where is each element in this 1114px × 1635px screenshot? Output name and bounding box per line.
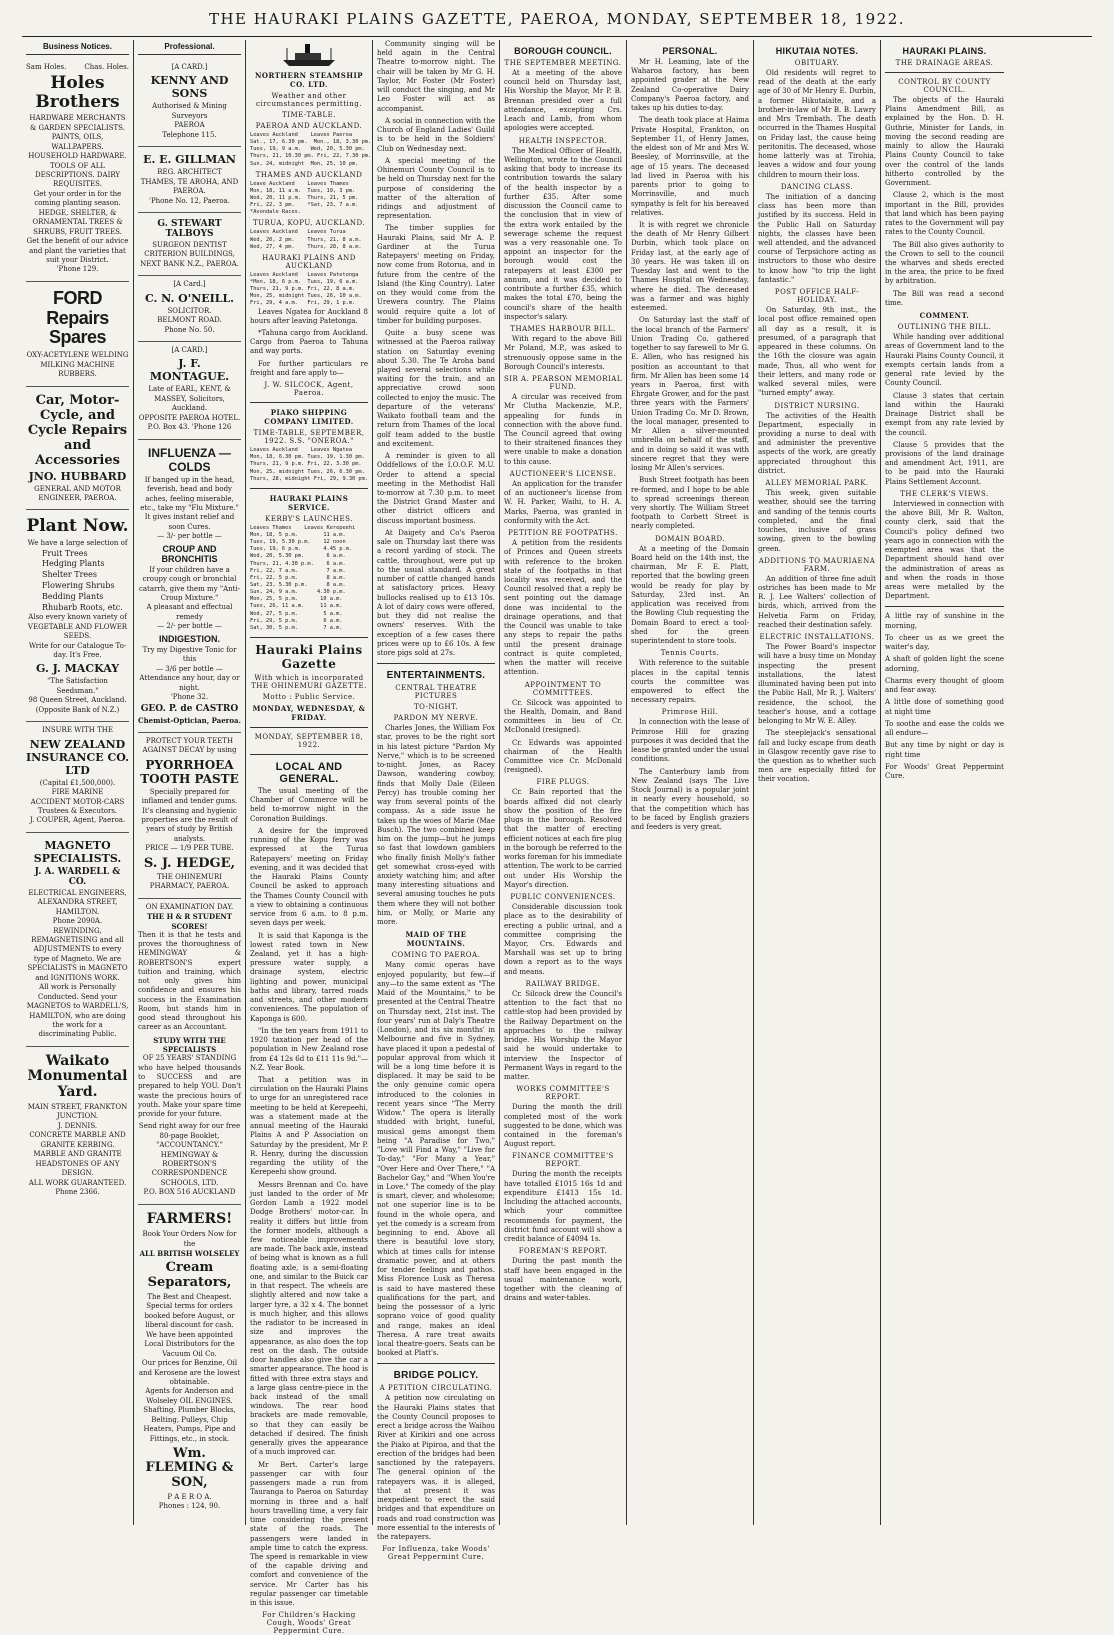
verse-line: To cheer us as we greet the waiter's day, <box>885 633 1004 652</box>
nz-line: ACCIDENT MOTOR-CARS <box>30 797 125 806</box>
masthead-rule <box>22 36 1092 37</box>
wardell-line: ELECTRICAL ENGINEERS, ALEXANDRA STREET, HAMILTON. <box>28 888 127 916</box>
magneto-ad <box>26 833 129 1047</box>
car-title: Car, Motor-Cycle, and Cycle Repairs and Accessories <box>27 392 128 468</box>
waikato-line: MAIN STREET, FRANKTON JUNCTION. <box>27 1103 128 1121</box>
local-para: That a petition was in circulation on the Hauraki Plains to urge for an unregistered race meeting to be held at Kerepeehi, was a statement made at the annual meeting of the Hauraki Plains A and P Association on Saturday by the president, Mr P. R. Henry, during the discussion regarding the utility of the Kerepeehi show ground. <box>250 1076 368 1177</box>
personal-para: At a meeting of the Domain Board held on the 14th inst, the chairman, Mr F. E. Platt, reported that the bowling green would be ready for play by Saturday, 23rd inst. An application was received from the Bowling Club requesting the Domain Board to erect a tool-shed for the green superintendent to store tools. <box>631 544 749 646</box>
footer-ad: For Children's Hacking Cough, Woods' Great Peppermint Cure. <box>262 1611 356 1635</box>
exam-line: OF 25 YEARS' STANDING <box>142 1054 237 1063</box>
column-personal <box>627 40 754 1525</box>
ent-sub: CENTRAL THEATRE PICTURES <box>395 684 477 701</box>
nz-line: J. COUPER, Agent, Paeroa. <box>29 816 126 825</box>
borough-para: A petition from the residents of Princes and Queen streets with reference to the broken state of the footpaths in that locality was received, and the Council resolved that a reply be sent pointing out the damage done was incidental to the drainage operations, and that the Council was unable to take any steps to repair the paths until the present drainage contract is quite completed, when the matter will receive attention. <box>504 539 622 677</box>
hikutaia-subhead: DISTRICT NURSING. <box>774 401 860 410</box>
croup-title: CROUP AND BRONCHITIS <box>161 543 218 564</box>
hauraki-para: The Bill was read a second time. <box>885 289 1004 307</box>
hedge-title: S. J. HEDGE, <box>143 855 236 871</box>
local-para: A reminder is given to all Oddfellows of the I.O.O.F. M.U. Order to attend a special meeting in the Methodist Hall to-morrow at 7.30 p.m. to meet the District Grand Master and other district officers and discuss important business. <box>377 452 495 525</box>
borough-para: Cr. Bain reported that the boards affixed did not clearly show the position of the fire plugs in the borough. Resolved that the matter of erecting efficient notices at each fire plug in the borough be referred to the works foreman for his immediate attention. The work to be carried out under His Worship the Mayor's direction. <box>504 788 622 889</box>
ent-tonight: TO-NIGHT. <box>414 703 458 712</box>
wardell-title: J. A. WARDELL & CO. <box>34 866 121 887</box>
local-para: At Daigety and Co's Paeroa sale on Thursday last there was a record yarding of stock. The cattle, throughout, were put up to the usual standard. A great number of cattle changed hands at satisfactory prices. Heavy bullocks realised up to £13 10s. A lot of dairy cows were offered, but they did not realise the owners' reserves. With the exception of a few cases there prices were up to £6 10s. A few store pigs sold at 27s. <box>377 528 495 657</box>
holes-line: TOOLS OF ALL DESCRIPTIONS. DAIRY REQUISITES. <box>34 161 121 189</box>
pyorrhoea-ad <box>138 733 241 899</box>
paeroa-auckland-title: PAEROA AND AUCKLAND. <box>255 122 363 130</box>
divider <box>885 606 1004 607</box>
borough-para: The Medical Officer of Health, Wellington, wrote to the Council asking that body to increase its contribution towards the salary of the health inspector by a further £35. After some discussion the Council came to the conclusion that in view of the extra work entailed by the sewerage scheme the request was a very reasonable one. To appoint an inspector for the borough would cost the ratepayers at least £300 per annum, and it was decided to contribute a further £35, which makes the total £70, being the council's share of the health inspector's salary. <box>504 146 622 321</box>
holes-line: HOUSEHOLD HARDWARE. <box>28 152 127 161</box>
plant-item: Flowering Shrubs <box>42 580 115 590</box>
indigestion-line: Attendance any hour, day or night. <box>139 674 240 692</box>
date-line: MONDAY, SEPTEMBER 18, 1922. <box>254 732 364 749</box>
waikato-monumental-ad <box>26 1047 129 1204</box>
local-para: It is said that Kaponga is the lowest rated town in New Zealand, yet it has a high-pressure water supply, a drainage system, electric lighting and power, municipal baths and library, tarred roads and streets, and other modern conveniences. The population of Kaponga is 600. <box>250 931 368 1023</box>
clerk-head: THE CLERK'S VIEWS. <box>900 489 989 498</box>
piako-sub: TIME-TABLE, SEPTEMBER, 1922. S.S. "ONEROA." <box>253 429 365 446</box>
control-head: CONTROL BY COUNTY COUNCIL. <box>898 78 991 94</box>
column-heading: Professional. <box>138 40 241 55</box>
fleming-line: Phones : 124, 90. <box>158 1502 221 1511</box>
steamship-icon <box>279 42 339 68</box>
montague-line: OPPOSITE PAEROA HOTEL. <box>138 413 241 422</box>
hauraki-para: The objects of the Hauraki Plains Amendment Bill, as explained by the Hon. D. H. Guthrie, Minister for Lands, in moving the second reading are mainly to allow the Hauraki Plains County Council to take over the control of the lands hitherto controlled by the Government. <box>885 96 1004 188</box>
hauraki-para: Clause 2, which is the most important in the Bill, provides that land which has been paying rates to the Government will pay rates to the County Council. <box>885 191 1004 237</box>
verse-line: A little dose of something good at night time <box>885 698 1004 716</box>
influenza-line: If banged up in the head, feverish, head and body aches, feeling miserable, etc., take my "Flu Mixture." <box>140 475 239 512</box>
maid-sub: COMING TO PAEROA. <box>391 951 481 960</box>
borough-subhead: AUCTIONEER'S LICENSE. <box>509 469 617 478</box>
kenny-line: [A CARD.] <box>171 63 208 71</box>
kerby-table: Leaves Thames Leaves Kerepeehi Mon, 18, 5 p.m. 11 a.m. Tues, 19, 5.30 p.m. 12 noon Tues, 19, 6 p.m. 4.45 p.m. Wed, 20, 5.30 pm. 6 a.m. Thurs, 21, 4.30 p.m. 6 a.m. Fri, 22, 7 a.m. 7 a.m. Fri, 22, 5 p.m. 8 a.m. Sat, 23, 5.30 p.m. 8 a.m. Sun, 24, 9 a.m. 4.30 p.m. Mon, 25, 5 p.m. 10 a.m. Tues, 26, 11 a.m. 11 a.m. Wed, 27, 5 p.m. 5 a.m. Fri, 29, 5 p.m. 6 a.m. Sat, 30, 5 p.m. 7 a.m. <box>250 524 356 631</box>
local-para: A desire for the improved running of the Kopu ferry was expressed at the Turua Ratepayers' meeting on Friday evening, and it was decided that the Hauraki Plains County Council be asked to approach the Thames County Council with a view to obtaining a continuous service from 6 a.m. to 8 p.m. seven days per week. <box>250 826 368 928</box>
piako-table: Leaves Auckland Leaves Ngatea Mon, 18, 6.30 pm. Tues, 19, 1.30 pm. Thurs, 21, 9 p.m. Fri, 22, 3.30 pm. Mon, 25, midnight Tues, 26, 6.30 pm. Thurs, 28, midnight Fri, 29, 9.30 pm. <box>250 447 368 482</box>
silcock-line: J. W. SILCOCK, Agent, Paeroa. <box>264 381 354 398</box>
local-para: Mr Bert. Carter's large passenger car with four passengers made a run from Tauranga to Paeroa on Saturday morning in three and a half hours travelling time, a very fair time considering the present state of the roads. The passengers were landed in ample time to catch the express. The speed is remarkable in view of the capable driving and comfort and convenience of the service. Mr Carter has his regular passenger car timetable in this issue. <box>250 1460 368 1608</box>
column-business-notices <box>22 40 134 1525</box>
thames-auckland-title: THAMES AND AUCKLAND <box>255 170 363 179</box>
montague-line: [A CARD.] <box>171 346 208 354</box>
croup-line: If your children have a croupy cough or bronchial catarrh, give them my "Anti-Croup Mixture." <box>138 565 241 602</box>
borough-para: During the month the drill completed most of the work suggested to be done, which was contained in the foreman's August report. <box>504 1103 622 1149</box>
column-borough-council <box>500 40 627 1525</box>
steamship-note: Weather and other circumstances permitting. <box>256 92 362 108</box>
ent-para: Charles Jones, the William Fox star, proves to be the right sort in his latest picture "Pardon My Nerve," which is to be screened to-night. Jones, as Racey Dawson, wandering cowboy, finds that Molly Dale (Eileen Percy) has trouble coming her way from several points of the compass. As a side issue he takes up the woes of Marie (Mae Busch). The two combined keep him on the jump—but he jumps so fast that lowdown gamblers who finally finish Molly's father get somewhat cross-eyed with anxiety watching him; and after many interesting situations and several amusing touches he puts them where they will not bother him, or Molly, or Marie any more. <box>377 724 495 927</box>
borough-subhead: HEALTH INSPECTOR. <box>518 136 608 145</box>
plant-item: Shelter Trees <box>42 570 97 580</box>
paeroa-auckland-table: Leaves Auckland Leaves Paeroa Sat., 17, 6.30 pm. Mon., 18, 3.30 pm. Tues, 19, 9 a.m. Wed, 20, 5.30 pm. Thurs, 21, 10.30 pm. Fri, 22, 7.30 pm. Sun, 24, midnight Mon, 25, 10 pm. <box>250 132 372 167</box>
indigestion-title: INDIGESTION. <box>158 633 220 644</box>
exam-line: Send right away for our free 80-page Booklet, "ACCOUNTANCY." <box>138 1122 241 1150</box>
local-para: A social in connection with the Church of England Ladies' Guild is to be held in the Soldiers' Club on Wednesday next. <box>377 116 495 153</box>
hauraki-plains-title: HAURAKI PLAINS. <box>902 46 987 56</box>
influenza-title: INFLUENZA — COLDS <box>148 445 231 474</box>
hikutaia-para: The steeplejack's sensational fall and lucky escape from death in Glasgow recently gave rise to the question as to whether such men are especially fitted for their vocation. <box>758 729 876 784</box>
hauraki-title: HAURAKI PLAINS AND AUCKLAND <box>262 253 356 270</box>
nz-title: NEW ZEALAND INSURANCE CO. LTD <box>26 737 129 777</box>
local-para: "In the ten years from 1911 to 1920 taxation per head of the population in New Zealand rose from £4 12s 6d to £11 11s 9d."—N.Z. Year Book. <box>250 1026 368 1072</box>
personal-subhead: Primrose Hill. <box>661 708 719 717</box>
holes-line: Get your order in for the coming planting season. <box>33 189 122 208</box>
waikato-line: ALL WORK GUARANTEED. <box>28 1178 127 1187</box>
borough-para: At a meeting of the above council held on Thursday last, His Worship the Mayor, Mr P. B. Brennan presided over a full attendance, excepting Crs. Leach and Lamb, from whom apologies were accepted. <box>504 69 622 133</box>
plant-line: Also every known variety of VEGETABLE AND FLOWER SEEDS. <box>27 613 128 641</box>
column-hauraki-plains <box>881 40 1008 1525</box>
personal-para: In connection with the lease of Primrose Hill for grazing purposes it was decided that the lease be granted under the usual conditions. <box>631 718 749 764</box>
cream-line: Agents for Anderson and Wolseley OIL ENGINES. <box>145 1387 234 1405</box>
obituary-head: OBITUARY. <box>794 59 840 67</box>
verse-line: A shaft of golden light the scene adorning, <box>885 655 1004 673</box>
hikutaia-para: The initiation of a dancing class has been more than justified by its success. Held in the Public Hall on Saturday nights, the classes have been well attended, and the advanced course of Terpsichore acting as instructors to those who desire to know how "to trip the light fantastic." <box>758 192 876 284</box>
oneill-title: C. N. O'NEILL. <box>144 291 235 305</box>
hikutaia-subhead: ELECTRIC INSTALLATIONS. <box>759 633 875 642</box>
plant-item: Bedding Plants <box>42 591 104 601</box>
column-hikutaia-notes <box>754 40 881 1525</box>
turua-title: TURUA, KOPU, AUCKLAND. <box>252 219 366 228</box>
hauraki-para: The Bill also gives authority to the Crown to sell to the council the wharves and sheds erected in the area, the price to be fixed by arbitration. <box>885 240 1004 286</box>
hauraki-para: Clause 3 states that certain land within the Hauraki Drainage District shall be exempt from any rate levied by the council. <box>885 391 1004 437</box>
kenny-line: Telephone 115. <box>162 130 217 139</box>
borough-subhead: FIRE PLUGS. <box>536 778 590 787</box>
oneill-ad <box>138 276 241 342</box>
borough-subhead: RAILWAY BRIDGE. <box>525 979 601 988</box>
cream-line: Our prices for Benzine, Oil and Kerosene are the lowest obtainable. <box>138 1359 241 1386</box>
holes-line: HARDWARE MERCHANTS & GARDEN SPECIALISTS. <box>29 114 126 132</box>
farmers-title: FARMERS! <box>146 1210 233 1227</box>
personal-subhead: DOMAIN BOARD. <box>654 534 726 543</box>
talboys-line: CRITERION BUILDINGS, NEXT BANK N.Z., PAEROA. <box>140 250 239 268</box>
montague-title: J. F. MONTAGUE. <box>149 357 230 384</box>
borough-subhead: WORKS COMMITTEE'S REPORT. <box>516 1085 610 1102</box>
influenza-line: — 3/- per bottle — <box>157 532 222 541</box>
mackay-line: 98 Queen Street, Auckland. <box>28 696 127 705</box>
personal-subhead: Tennis Courts. <box>660 649 720 658</box>
holes-title: Holes Brothers <box>35 73 120 112</box>
castro-sub: Chemist-Optician, Paeroa. <box>138 716 241 726</box>
croup-line: — 2/- per bottle — <box>157 622 222 631</box>
hubbard-ad <box>26 387 129 511</box>
plant-intro: We have a large selection of <box>27 539 128 548</box>
holes-line: 'Phone 129. <box>56 265 99 274</box>
holes-line: PAINTS, OILS, WALLPAPERS. <box>51 133 104 151</box>
talboys-ad <box>138 213 241 276</box>
wardell-line: REWINDING, REMAGNETISING and all ADJUSTMENTS to every type of Magneto. We are SPECIALISTS in MAGNETO and IGNITIONS WORK. <box>27 926 128 982</box>
personal-para: Bush Street footpath has been re-formed, and I hope to be able to spread screenings thereon very shortly. The William Street footpath to Corbett Street is nearly completed. <box>631 476 749 531</box>
hikutaia-title: HIKUTAIA NOTES. <box>775 46 859 56</box>
influenza-line: It gives instant relief and soon Cures. <box>144 513 235 531</box>
talboys-line: SURGEON DENTIST <box>152 240 227 249</box>
outline-head: OUTLINING THE BILL. <box>897 323 992 332</box>
plant-item: Rhubarb Roots, etc. <box>42 602 123 612</box>
pyorrhoea-line: It's cleansing and hygienic properties are the result of years of study by British analysts. <box>141 806 238 843</box>
borough-title: BOROUGH COUNCIL. <box>514 46 612 56</box>
hikutaia-subhead: POST OFFICE HALF-HOLIDAY. <box>774 288 860 305</box>
hauraki-para: Clause 5 provides that the provisions of the land drainage and amendment Act, 1911, are to be paid into the Hauraki Plains Settlement Account. <box>885 440 1004 486</box>
chemist-ad <box>138 440 241 733</box>
gillman-line: 'Phone No. 12, Paeroa. <box>149 196 230 205</box>
maid-para: Many comic operas have enjoyed popularity, but few—if any—to the same extent as "The Maid of the Mountains," to be presented at the Central Theatre on Thursday next, 21st inst. The four years' run at Daly's Theatre (London), and its six months' in Melbourne and five in Sydney, have placed it upon a pedestal of popular approval from which it will be a long time before it is displaced. It may be said to be the only genuine comic opera introduced to the colonies in recent years since "The Merry Widow." The opera is literally studded with bright, tuneful, musical gems amongst them being "A Paradise for Two," "Love will Find a Way," "Live for To-day," "For Many a Year," "Over Here and Over There," "A Bachelor Gay," and "When You're in Love." The comedy of the play is smart, clever, and wholesome; not one superior line is to be found in the whole opera, and yet the comedy is a scream from beginning to end. Above all there is beautiful love story, which at times calls for intense dramatic power, and at others for tender feelings and pathos. Miss Florence Lusk as Theresa is said to have mastered these qualifications for the part, and being the possessor of a lyric soprano voice of good quality and range, makes an ideal Theresa. A rare treat awaits local theatre-goers. Seats can be booked at Platt's. <box>377 961 495 1358</box>
oneill-line: Phone No. 50. <box>164 325 215 334</box>
waikato-line: Phone 2366. <box>55 1187 100 1196</box>
hauraki-para: Interviewed in connection with the above Bill, Mr R. Walton, county clerk, said that the Council's policy defined two years ago in connection with the exempted area was that the Department should hand over the administration of areas as and when the roads in those areas were metalled by the Department. <box>885 499 1004 601</box>
hikutaia-subhead: DANCING CLASS. <box>780 182 854 191</box>
ford-ad <box>26 282 129 387</box>
nz-line: FIRE MARINE <box>51 788 104 797</box>
hikutaia-subhead: ALLEY MEMORIAL PARK. <box>765 479 869 488</box>
exam-line: Then it is that he tests and proves the thoroughness of HEMINGWAY & ROBERTSON'S expert tuition and training, which not only gives him confidence and ensures his success in the Examination Room, but stands him in good stead throughout his career as an Accountant. <box>138 930 241 1032</box>
borough-para: With regard to the above Bill Mr Poland, M.P., was asked to strenuously oppose same in the Borough Council's interests. <box>504 335 622 371</box>
bridge-sub: A PETITION CIRCULATING. <box>379 1384 493 1393</box>
plant-item: Fruit Trees <box>42 548 88 558</box>
kenny-line: Authorised & Mining Surveyors <box>152 102 227 120</box>
service-title: HAURAKI PLAINS SERVICE. <box>269 493 349 512</box>
borough-para: During the month the receipts have totalled £1015 16s 1d and expenditure £1413 15s 1d. Including the attached accounts, which your committee recommends for payment, the district fund account will show a credit balance of £4094 1s. <box>504 1170 622 1244</box>
cream-line: We have been appointed Local Distributors for the Vacuum Oil Co. <box>144 1330 235 1358</box>
divider <box>885 72 1004 73</box>
waikato-title: Waikato Monumental Yard. <box>27 1052 128 1100</box>
hauraki-note: *Tahuna cargo from Auckland. Cargo from Paeroa to Tahuna and way ports. <box>250 329 368 356</box>
local-para: A special meeting of the Ohinemuri County Council is to be held on Thursday next for the purpose of considering the matter of the alteration of ridings and adjustment of representation. <box>377 156 495 221</box>
indigestion-line: — 3/6 per bottle — <box>156 664 223 673</box>
divider <box>377 663 495 664</box>
cream-line: The Best and Cheapest. <box>147 1293 232 1302</box>
plant-item: Hedging Plants <box>42 559 105 569</box>
cream-title: Cream Separators, <box>147 1260 232 1290</box>
montague-line: Late of EARL, KENT, & MASSEY, Solicitors, Auckland. <box>148 385 231 413</box>
nz-line: (Capital £1,500,000). <box>39 778 116 787</box>
verse-line: A little ray of sunshine in the morning, <box>885 612 1004 630</box>
gazette-line: With which is incorporated THE OHINEMURI GAZETTE. <box>251 673 367 690</box>
borough-para: Cr. Edwards was appointed chairman of the Health Committee vice Cr. McDonald (resigned). <box>504 738 622 775</box>
plant-now-ad <box>26 510 129 722</box>
hauraki-para: While handing over additional areas of Government land to the Hauraki Plains County Council, it exempts certain lands from a general rate levied by the County Council. <box>885 333 1004 388</box>
hedge-sub: THE OHINEMURI PHARMACY, PAEROA. <box>149 872 230 891</box>
personal-para: The death took place at Haima Private Hospital, Frankton, on September 11, of Henry James, the eldest son of Mr and Mrs W. Beesley, of Morrinsville, at the age of 15 years. The deceased lad lived in Paeroa with his parents prior to going to Morrinsville, and much sympathy is felt for his bereaved relatives. <box>631 116 749 217</box>
bridge-para: A petition now circulating on the Hauraki Plains states that the County Council proposes to erect a bridge across the Waihou River at Kirikiri and one across the Piako at Pipiroa, and that the erection of the bridges had been sanctioned by the ratepayers. The general opinion of the ratepayers was, it is alleged, that at present it was inexpedient to erect the said bridges and that expenditure on roads and road construction was more essential to the interests of the ratepayers. <box>377 1394 495 1541</box>
exam-line: ON EXAMINATION DAY. <box>145 902 234 911</box>
personal-para: It is with regret we chronicle the death of Mr Henry Gilbert Durbin, which took place on Friday last, at the early age of 30 years. He was taken ill on Tuesday last and went to the Thames Hospital on Wednesday, where he died. The deceased was a farmer and was highly esteemed. <box>631 220 749 313</box>
borough-subhead: APPOINTMENT TO COMMITTEES. <box>524 680 602 697</box>
waikato-line: J. DENNIS. <box>57 1121 98 1130</box>
ford-title: FORD Repairs Spares <box>46 287 109 348</box>
hikutaia-para: Old residents will regret to read of the death at the early age of 30 of Mr Henry E. Durbin, a former Hikutaiaite, and a brother-in-law of Mr B. B. Lawry and Mrs Trembath. The death occurred in the Thames Hospital on Friday last, the cause being peritonitis. The deceased, whose home latterly was at Tirohia, leaves a widow and four young children to mourn their loss. <box>758 69 876 179</box>
verse-line: But any time by night or day is right time <box>885 741 1004 759</box>
borough-subhead: SIR A. PEARSON MEMORIAL FUND. <box>504 375 623 392</box>
verse-line: Charms every thought of gloom and fear away. <box>885 676 1004 695</box>
borough-sub: THE SEPTEMBER MEETING. <box>504 59 622 67</box>
hikutaia-para: This week, given suitable weather, should see the tarring and sanding of the tennis courts completed, and the final touches, inclusive of grass sowing, given to the bowling green. <box>758 489 876 553</box>
pyorrhoea-line: Specially prepared for inflamed and tender gums. <box>141 787 238 806</box>
indigestion-line: 'Phone 32. <box>170 692 209 701</box>
borough-para: During the past month the staff have been engaged in the usual maintenance work, together with the cleaning of drains and water-tables. <box>504 1257 622 1303</box>
ford-line: MILKING MACHINE RUBBERS. <box>40 360 115 379</box>
pyorrhoea-title: PYORRHOEA TOOTH PASTE <box>140 757 239 786</box>
kenny-title: KENNY AND SONS <box>150 74 229 101</box>
gazette-nameplate: Hauraki Plains Gazette <box>255 642 363 671</box>
nz-pre: INSURE WITH THE <box>41 726 114 735</box>
borough-para: Cr. Silcock was appointed to the Health, Domain, and Band committees in lieu of Cr. McDonald (resigned). <box>504 698 622 735</box>
divider <box>377 1363 495 1364</box>
column-shipping-local <box>246 40 373 1635</box>
column-entertainments <box>373 40 500 1562</box>
personal-para: Mr H. Leaming, late of the Waharoa factory, has been appointed grader at the New Zealand Co-operative Dairy Company's Paeroa factory, and takes up his duties to-day. <box>631 58 749 113</box>
column-professional <box>134 40 246 1525</box>
entertainments-title: ENTERTAINMENTS. <box>386 670 486 682</box>
holes-names <box>26 63 129 71</box>
mackay-line: (Opposite Bank of N.Z.) <box>35 705 120 714</box>
talboys-title: G. STEWART TALBOYS <box>157 218 222 239</box>
divider <box>250 727 368 728</box>
borough-para: Considerable discussion took place as to the desirability of erecting a public urinal, and a committee comprising the Mayor, Crs. Edwards and Marshall was set up to bring down a report as to the ways and means. <box>504 903 622 976</box>
pyorrhoea-pre: PROTECT YOUR TEETH AGAINST DECAY by using <box>142 736 237 755</box>
turua-table: Leaves Auckland Leaves Turua Wed, 20, 2 pm. Thurs, 21, 8 a.m. Wed, 27, 4 pm. Thurs, 28, 8 a.m. <box>250 229 362 250</box>
divider <box>250 754 368 755</box>
local-para: The usual meeting of the Chamber of Commerce will be held to-morrow night in the Coronation Buildings. <box>250 786 368 823</box>
montague-ad <box>138 342 241 440</box>
local-para: Community singing will be held again in the Central Theatre to-morrow night. The chair will be taken by Mr G. H. Taylor, Mr Foster (Mr Foster) will conduct the singing, and Mr Leo Foster will act as accompanist. <box>377 40 495 113</box>
borough-subhead: PETITION RE FOOTPATHS. <box>508 529 618 538</box>
gillman-line: REG. ARCHITECT <box>157 168 222 177</box>
borough-subhead: THAMES HARBOUR BILL. <box>510 325 616 334</box>
exam-line: THE H & R STUDENT SCORES! <box>146 912 233 931</box>
gillman-title: E. E. GILLMAN <box>143 153 236 167</box>
oneill-line: SOLICITOR. <box>167 306 212 315</box>
divider <box>250 402 368 403</box>
local-para: Quite a busy scene was witnessed at the Paeroa railway station on Saturday evening about 5.30. The Te Aroha band played several selections while waiting for the train, and an appreciative crowd soon collected to enjoy the music. The departure of the veterans' Waikato football team and the return from Thames of the local golf team added to the bustle and excitement. <box>377 329 495 448</box>
borough-para: Cr. Silcock drew the Council's attention to the fact that no cattle-stop had been provided by the Railway Department on the approaches to the railway bridge. His Worship the Mayor said he would undertake to interview the Inspector of Permanent Ways in regard to the matter. <box>504 989 622 1082</box>
hikutaia-para: The activities of the Health Department, especially in providing a nurse to deal with and administer the preventive aspects of the work, are greatly appreciated throughout this district. <box>758 411 876 475</box>
hikutaia-para: On Saturday, 9th inst., the local post office remained open all day as a result, it is presumed, of a paragraph that appeared in these columns. On the 16th the closure was again made, Thus, all who went for their letters, and many rode or walked several miles, were "turned empty" away. <box>758 306 876 398</box>
footer-ad: For Influenza, take Woods' Great Peppermint Cure. <box>382 1545 490 1562</box>
wardell-line: Phone 2090A. <box>52 917 103 926</box>
personal-title: PERSONAL. <box>662 46 718 56</box>
borough-para: An application for the transfer of an auctioneer's license from W. H. Parker, Waihi, to H. A. Marks, Paeroa, was granted in conformity with the Act. <box>504 479 622 525</box>
waikato-line: MARBLE AND GRANITE HEADSTONES OF ANY DESIGN. <box>33 1150 122 1178</box>
divider <box>250 488 368 489</box>
nz-insurance-ad <box>26 722 129 833</box>
gazette-line: Motto : Public Service. <box>262 692 356 701</box>
hikutaia-subhead: ADDITIONS TO MAURIAENA FARM. <box>758 556 876 573</box>
mackay-line: "The Satisfaction Seedsman." <box>47 677 108 695</box>
farmers-line: ALL BRITISH WOLSELEY <box>139 1249 240 1258</box>
gillman-ad <box>138 147 241 213</box>
exam-line: STUDY WITH THE SPECIALISTS <box>153 1035 226 1054</box>
oneill-line: BELMONT ROAD. <box>157 316 222 325</box>
exam-line: P.O. BOX 516 AUCKLAND <box>143 1188 236 1197</box>
drainage-sub: THE DRAINAGE AREAS. <box>895 59 994 67</box>
personal-para: The Canterbury lamb from New Zealand (says The Live Stock Journal) is a popular joint in nearly every household, so that the competition which has to be faced by English graziers and feeders is very great. <box>631 767 749 832</box>
holes-name-2: Chas. Holes. <box>84 63 129 71</box>
hubbard-line: GENERAL AND MOTOR ENGINEER, PAEROA. <box>34 484 121 502</box>
maid-title: MAID OF THE MOUNTAINS. <box>405 930 467 949</box>
holes-line: Get the benefit of our advice and plant the varieties that suit your District. <box>26 237 129 264</box>
columns <box>22 40 1092 1635</box>
verse-line: For Woods' Great Peppermint Cure. <box>885 762 1004 780</box>
kenny-ad <box>138 59 241 147</box>
comment-head: COMMENT. <box>919 311 970 321</box>
borough-para: A circular was received from Mr Clutha Mackenzie, M.P., appealing for funds in connection with the above fund. The Council agreed that owing to their straitened finances they were unable to make a donation to this cause. <box>504 393 622 466</box>
local-general-title: LOCAL AND GENERAL. <box>275 760 343 785</box>
plant-line: Write for our Catalogue To-day. It's Free. <box>28 641 127 660</box>
waikato-line: CONCRETE MARBLE AND GRANITE KERBING. <box>29 1131 126 1149</box>
gillman-line: THAMES, TE AROHA, AND PAEROA. <box>140 177 239 196</box>
masthead: THE HAURAKI PLAINS GAZETTE, PAEROA, MONDAY, SEPTEMBER 18, 1922. <box>208 10 906 28</box>
borough-subhead: FOREMAN'S REPORT. <box>518 1247 608 1256</box>
fleming-ad <box>138 1205 241 1518</box>
croup-line: A pleasant and effectual remedy <box>146 603 233 621</box>
hikutaia-para: An addition of three fine adult ostriches has been made to Mr R. J. Lee Walters' collection of birds, which, arrived from the Helvetia Farm on Friday, reached their destination safely. <box>758 574 876 629</box>
nz-line: Trustees & Executors. <box>37 806 118 815</box>
cream-line: Shafting, Plumber Blocks, Belting, Pulleys, Chip Heaters, Pumps, Pipe and Fittings, etc., in stock. <box>143 1406 236 1443</box>
thames-auckland-table: Leave Auckland Leaves Thames Mon, 18, 11 a.m. Tues, 19, 3 pm. Wed, 20, 11 p.m. Thurs, 21, 5 pm. Fri, 22, 3 pm. *Sat, 23, 7 a.m. *Avondale Races. <box>250 180 359 216</box>
holes-name-1: Sam Holes. <box>26 63 67 71</box>
hauraki-note: Leaves Ngatea for Auckland 8 hours after leaving Patetonga. <box>250 307 368 325</box>
piako-title: PIAKO SHIPPING COMPANY LIMITED. <box>264 408 354 427</box>
exam-line: who have helped thousands to SUCCESS and are prepared to help YOU. Don't waste the precious hours of youth. Make your spare time provide for your future. <box>138 1063 241 1118</box>
montague-line: P.O. Box 43. 'Phone 126 <box>147 423 232 432</box>
borough-subhead: FINANCE COMMITTEE'S REPORT. <box>512 1152 614 1169</box>
column-heading: Business Notices. <box>26 40 129 55</box>
hauraki-table: Leaves Auckland Leaves Patetonga *Mon, 18, 6 p.m. Tues, 19, 6 a.m. Thurs, 21, 9 p.m. Fri, 22, 8 a.m. Mon, 25, midnight Tues, 26, 10 a.m. Fri, 29, 4 a.m. Fri, 29, 1 p.m. <box>250 271 362 307</box>
wardell-line: All work is Personally Conducted. Send your MAGNETOS to WARDELL'S, HAMILTON, who are doing the work for a discriminating Public. <box>26 983 129 1039</box>
verse-line: To soothe and ease the colds we all endure— <box>885 719 1004 738</box>
personal-para: With reference to the suitable places in the capital tennis courts the committee was empowered to effect the necessary repairs. <box>631 659 749 705</box>
divider <box>250 637 368 638</box>
steamship-title: NORTHERN STEAMSHIP CO. LTD. <box>255 71 363 89</box>
silcock-line: For further particulars re freight and fare apply to— <box>250 359 368 377</box>
indigestion-line: Try my Digestive Tonic for this <box>142 645 237 664</box>
plant-title: Plant Now. <box>26 516 129 537</box>
local-para: Messrs Brennan and Co. have just landed to the order of Mr Gordon Lamb a 1922 model Dodge Brothers' motor-car. In reality it differs but little from the former models, although a few noticeable improvements are made. The back axle, instead of being what is known as a full floating axle, is a semi-floating one, and similar to the Buick car in that respect. The wheels are slightly altered and now take a larger tyre, a 32 x 4. The bonnet is much higher, and this allows the radiator to be increased in size and improves the appearance, as also does the top rest on the dash. The outside door handles also give the car a smarter appearance. The hood is fitted with three extra stays and a large glass centre-piece in the back instead of the small windows. The rear hood brackets are made removable, so that they can easily be detached if desired. The finish generally gives the appearance of a much improved car. <box>250 1180 368 1457</box>
hubbard-title: JNO. HUBBARD <box>28 469 127 483</box>
gazette-line: MONDAY, WEDNESDAY, & FRIDAY. <box>252 703 366 722</box>
personal-para: On Saturday last the staff of the local branch of the Farmers' Union Trading Co. gathered together to say farewell to Mr G. E. Allen, who has resigned his position as accountant to that firm. Mr Allen has been some 14 years in Paeroa, first with Ehrgate Grower, and for the past three years with the Farmers' Union Trading Co. Mr D. Brown, the local manager, presented to Mr Allen a silver-mounted umbrella on behalf of the staff, and in doing so said it was with sincere regret that they were losing Mr Allen's services. <box>631 316 749 473</box>
castro-title: GEO. P. de CASTRO <box>140 704 239 715</box>
fleming-line: P A E R O A. <box>167 1492 212 1501</box>
bridge-title: BRIDGE POLICY. <box>393 1370 479 1382</box>
kenny-line: PAEROA <box>174 121 205 130</box>
magneto-title: MAGNETO SPECIALISTS. <box>33 838 122 865</box>
ford-line: OXY-ACETYLENE WELDING <box>26 351 129 360</box>
kerby-title: KERBY'S LAUNCHES. <box>265 514 353 523</box>
holes-brothers-ad <box>26 59 129 282</box>
fleming-title: Wm. FLEMING & SON, <box>145 1446 234 1490</box>
mackay-title: G. J. MACKAY <box>35 662 120 676</box>
pyorrhoea-line: PRICE — 1/9 PER TUBE. <box>145 844 234 853</box>
hemingway-ad <box>138 899 241 1205</box>
cream-line: Special terms for orders booked before August, or liberal discount for cash. <box>144 1302 235 1330</box>
local-para: The timber supplies for Hauraki Plains, said Mr A. P. Gardiner at the Turua Ratepayers' meeting on Friday, now come from Rotorua, and in future from the centre of the Island (the King Country). Later on they would come from the Urewera country. The Plains would require quite a lot of timber for building purposes. <box>377 224 495 325</box>
hikutaia-para: The Power Board's inspector will have a busy time on Monday inspecting the present installations, the latest illuminated having been put into the Public Hall, Mr R. J. Walters' residence, the school, the teacher's house, and a cottage belonging to Mr W. E. Alley. <box>758 643 876 726</box>
timetable-label: TIME-TABLE. <box>282 111 336 119</box>
holes-line: HEDGE, SHELTER, & ORNAMENTAL TREES & SHRUBS, FRUIT TREES. <box>32 208 123 236</box>
farmers-line: Book Your Orders Now for the <box>142 1230 237 1248</box>
borough-subhead: PUBLIC CONVENIENCES. <box>510 893 616 902</box>
ent-show: PARDON MY NERVE. <box>393 714 479 723</box>
exam-line: HEMINGWAY & ROBERTSON'S CORRESPONDENCE SCHOOLS, LTD. <box>151 1150 228 1187</box>
oneill-line: [A Card.] <box>173 280 206 289</box>
